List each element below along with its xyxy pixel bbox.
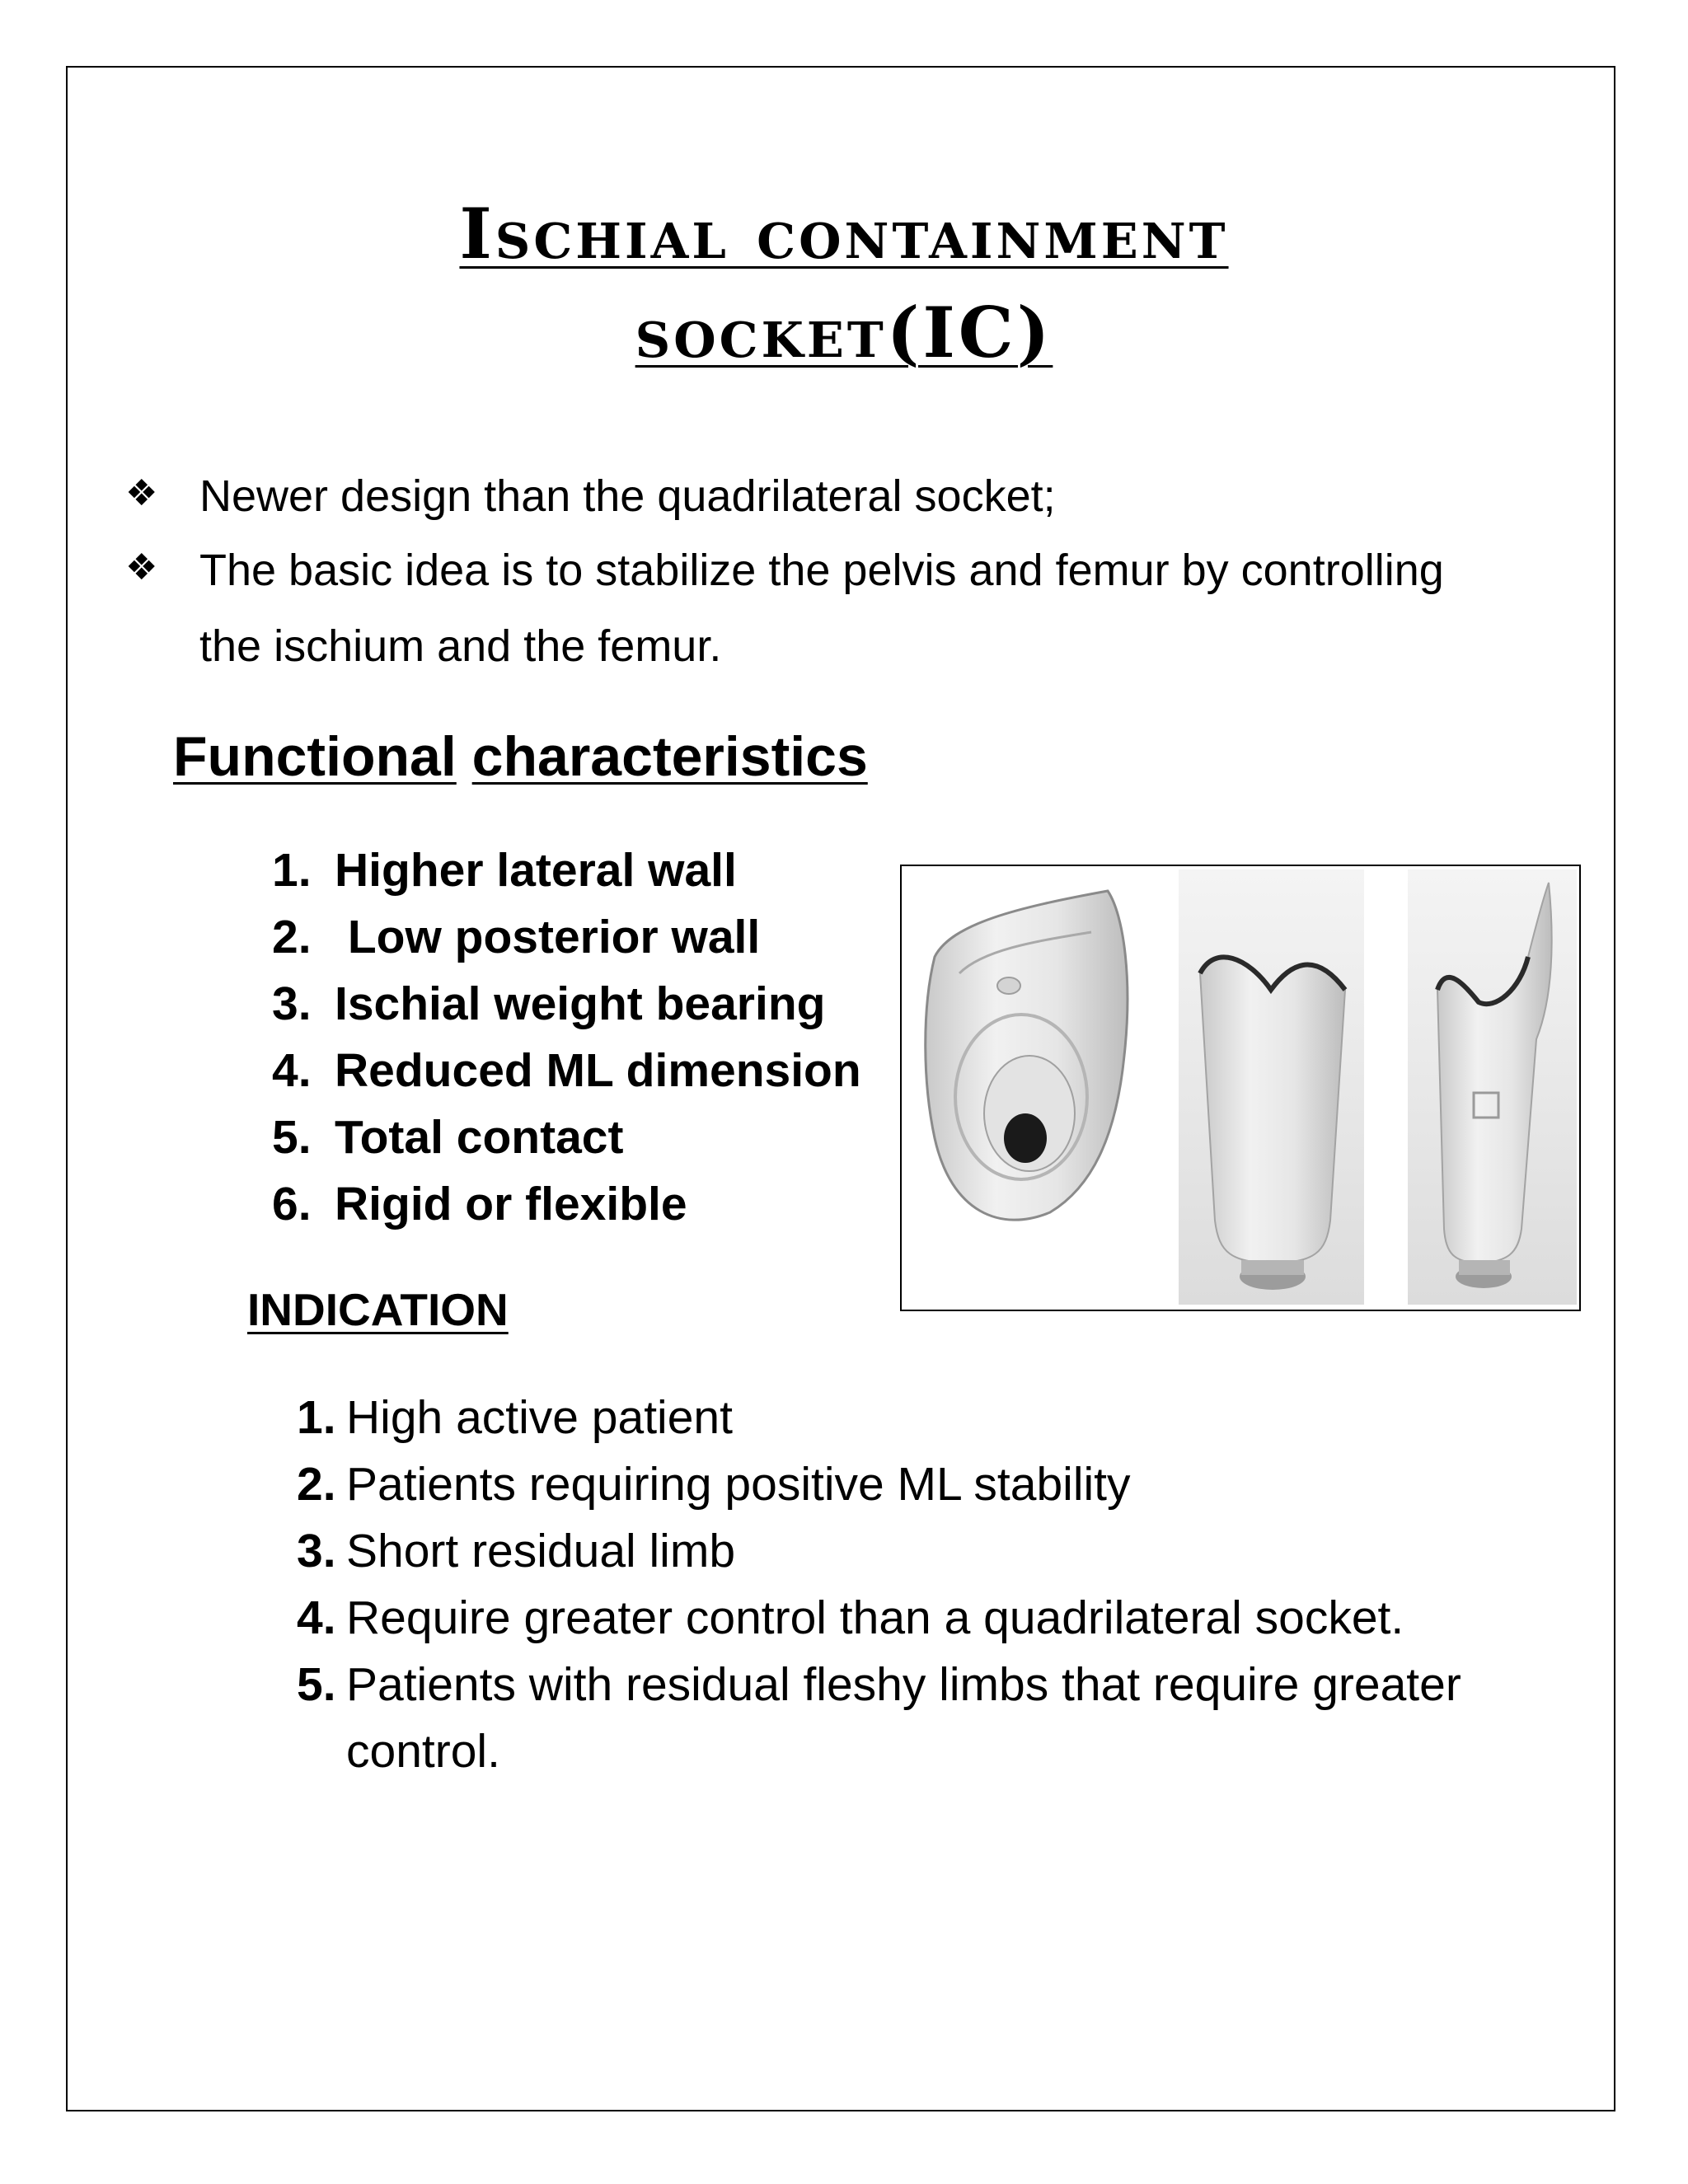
page-title-line-1: Ischial containment <box>459 193 1229 274</box>
socket-front-view-photo <box>1179 869 1364 1305</box>
bullet-text: The basic idea is to stabilize the pelvis and femur by controlling <box>199 546 1444 595</box>
section-heading-functional: Functional characteristics <box>173 725 868 788</box>
bullet-text-continuation: the ischium and the femur. <box>199 621 722 671</box>
socket-top-view-photo <box>907 869 1162 1305</box>
socket-photo-figure <box>900 865 1581 1311</box>
bullet-text: Newer design than the quadrilateral socket; <box>199 471 1056 521</box>
diamond-bullet-icon: ❖ <box>125 473 158 513</box>
diamond-bullet-icon: ❖ <box>125 547 158 588</box>
socket-photos <box>902 866 1579 1310</box>
socket-side-view-photo <box>1408 869 1577 1305</box>
section-heading-indication: INDICATION <box>247 1284 509 1335</box>
page-title-line-2: socket(IC) <box>635 292 1053 373</box>
